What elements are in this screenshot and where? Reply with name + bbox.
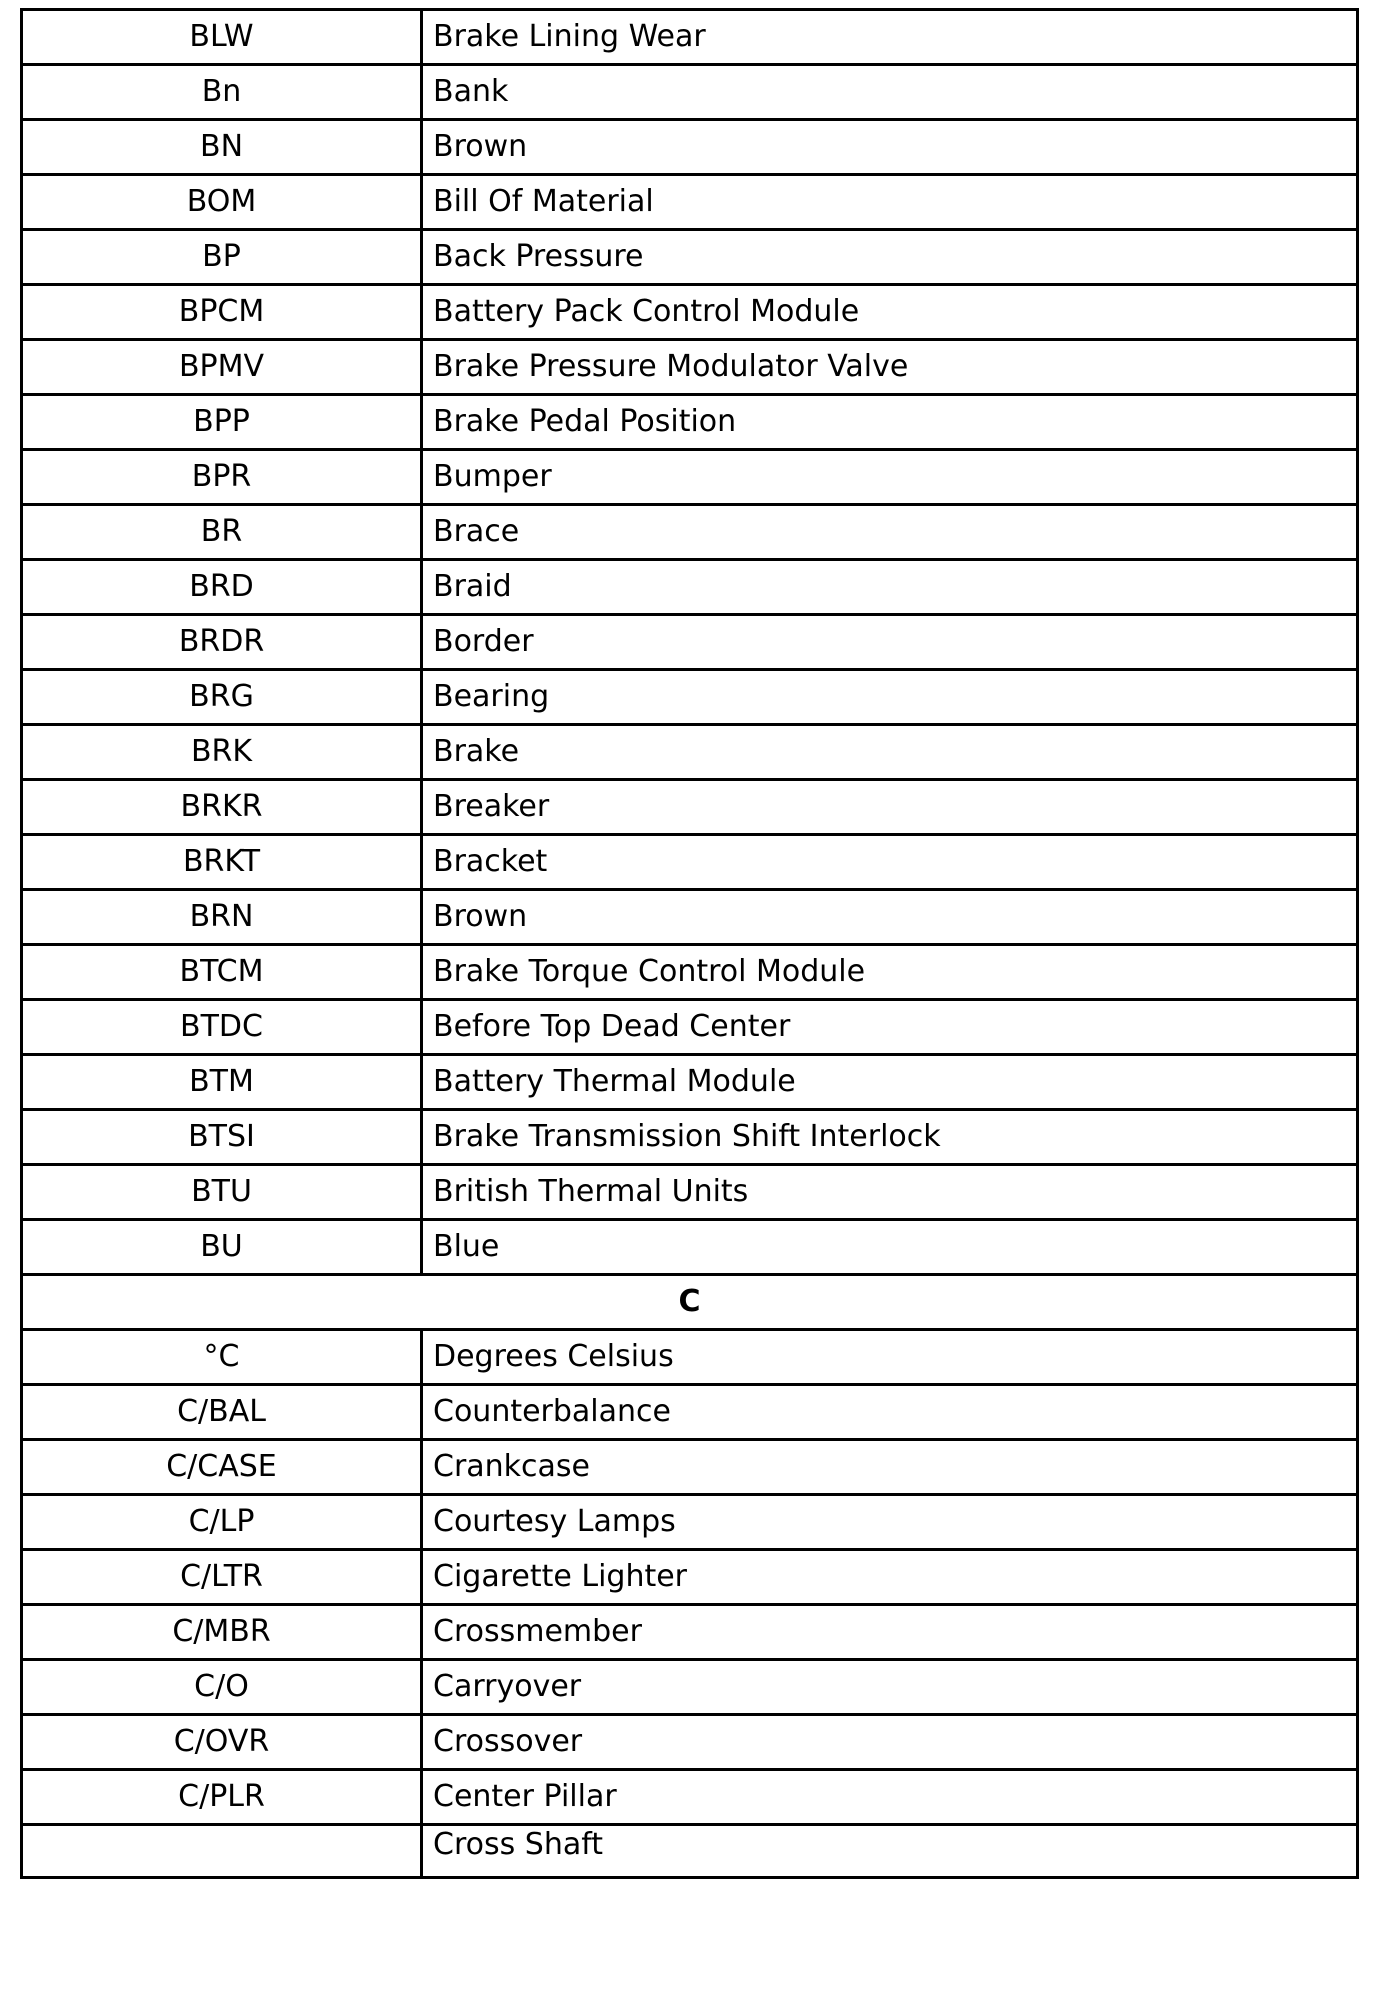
meaning-cell: Crankcase <box>422 1440 1358 1495</box>
table-row <box>22 175 1358 230</box>
abbreviation-cell: BPP <box>22 395 422 450</box>
meaning-cell: Center Pillar <box>422 1770 1358 1825</box>
abbreviation-cell: BRKT <box>22 835 422 890</box>
abbreviation-cell: BPR <box>22 450 422 505</box>
abbreviation-cell: BRDR <box>22 615 422 670</box>
table-row <box>22 65 1358 120</box>
abbreviation-cell: C/MBR <box>22 1605 422 1660</box>
meaning-cell: Bracket <box>422 835 1358 890</box>
meaning-cell: Brake Pedal Position <box>422 395 1358 450</box>
table-row <box>22 1825 1358 1878</box>
abbreviation-cell: C/PLR <box>22 1770 422 1825</box>
table-row <box>22 835 1358 890</box>
abbreviation-cell: BTU <box>22 1165 422 1220</box>
table-row <box>22 1110 1358 1165</box>
meaning-cell: Counterbalance <box>422 1385 1358 1440</box>
table-row <box>22 395 1358 450</box>
abbreviation-cell: BRKR <box>22 780 422 835</box>
table-row <box>22 1605 1358 1660</box>
table-row <box>22 1220 1358 1275</box>
abbreviation-cell: C/LP <box>22 1495 422 1550</box>
table-row <box>22 670 1358 725</box>
table-row <box>22 1330 1358 1385</box>
meaning-cell: Courtesy Lamps <box>422 1495 1358 1550</box>
table-row <box>22 1000 1358 1055</box>
meaning-cell: Degrees Celsius <box>422 1330 1358 1385</box>
table-row <box>22 615 1358 670</box>
abbreviation-cell: BLW <box>22 10 422 65</box>
table-row <box>22 505 1358 560</box>
meaning-cell: Brake Pressure Modulator Valve <box>422 340 1358 395</box>
abbreviation-cell: BTM <box>22 1055 422 1110</box>
table-row <box>22 1055 1358 1110</box>
meaning-cell: Brown <box>422 120 1358 175</box>
table-row <box>22 890 1358 945</box>
abbreviation-cell: BRN <box>22 890 422 945</box>
meaning-cell: Cross Shaft <box>422 1825 1358 1878</box>
meaning-cell: Blue <box>422 1220 1358 1275</box>
table-row <box>22 1440 1358 1495</box>
meaning-cell: Brown <box>422 890 1358 945</box>
abbreviation-cell: BTCM <box>22 945 422 1000</box>
meaning-cell: Breaker <box>422 780 1358 835</box>
section-header-row <box>22 1275 1358 1330</box>
meaning-cell: Braid <box>422 560 1358 615</box>
meaning-cell: Border <box>422 615 1358 670</box>
abbreviation-cell <box>22 1825 422 1878</box>
meaning-cell: Cigarette Lighter <box>422 1550 1358 1605</box>
abbreviation-cell: BTDC <box>22 1000 422 1055</box>
abbreviation-cell: C/OVR <box>22 1715 422 1770</box>
table-row <box>22 285 1358 340</box>
abbreviation-cell: C/LTR <box>22 1550 422 1605</box>
meaning-cell: Brake Lining Wear <box>422 10 1358 65</box>
table-row <box>22 450 1358 505</box>
table-row <box>22 560 1358 615</box>
meaning-cell: Crossover <box>422 1715 1358 1770</box>
abbreviation-cell: BPCM <box>22 285 422 340</box>
abbreviation-cell: BP <box>22 230 422 285</box>
abbreviation-cell: BR <box>22 505 422 560</box>
meaning-cell: British Thermal Units <box>422 1165 1358 1220</box>
abbreviation-cell: C/O <box>22 1660 422 1715</box>
meaning-cell: Brace <box>422 505 1358 560</box>
section-heading-c: C <box>22 1275 1358 1330</box>
meaning-cell: Bill Of Material <box>422 175 1358 230</box>
abbreviation-cell: BOM <box>22 175 422 230</box>
meaning-cell: Bumper <box>422 450 1358 505</box>
meaning-cell: Brake Torque Control Module <box>422 945 1358 1000</box>
meaning-cell: Bearing <box>422 670 1358 725</box>
meaning-cell: Brake Transmission Shift Interlock <box>422 1110 1358 1165</box>
meaning-cell: Brake <box>422 725 1358 780</box>
abbreviation-cell: BU <box>22 1220 422 1275</box>
table-row <box>22 945 1358 1000</box>
table-row <box>22 10 1358 65</box>
meaning-cell: Battery Pack Control Module <box>422 285 1358 340</box>
table-row <box>22 1660 1358 1715</box>
table-row <box>22 1715 1358 1770</box>
table-row <box>22 1770 1358 1825</box>
abbreviations-table <box>20 8 1359 1879</box>
abbreviation-cell: BRD <box>22 560 422 615</box>
table-row <box>22 1165 1358 1220</box>
meaning-cell: Battery Thermal Module <box>422 1055 1358 1110</box>
meaning-cell: Bank <box>422 65 1358 120</box>
meaning-cell: Crossmember <box>422 1605 1358 1660</box>
meaning-cell: Before Top Dead Center <box>422 1000 1358 1055</box>
abbreviation-cell: BN <box>22 120 422 175</box>
table-row <box>22 780 1358 835</box>
abbreviation-cell: BTSI <box>22 1110 422 1165</box>
table-row <box>22 725 1358 780</box>
abbreviation-cell: BRG <box>22 670 422 725</box>
table-row <box>22 1550 1358 1605</box>
table-row <box>22 340 1358 395</box>
abbreviation-cell: Bn <box>22 65 422 120</box>
meaning-cell: Carryover <box>422 1660 1358 1715</box>
abbreviation-cell: BPMV <box>22 340 422 395</box>
table-row <box>22 230 1358 285</box>
abbreviation-cell: BRK <box>22 725 422 780</box>
abbreviation-cell: °C <box>22 1330 422 1385</box>
abbreviation-cell: C/CASE <box>22 1440 422 1495</box>
table-row <box>22 120 1358 175</box>
table-row <box>22 1385 1358 1440</box>
abbreviation-cell: C/BAL <box>22 1385 422 1440</box>
meaning-cell: Back Pressure <box>422 230 1358 285</box>
table-row <box>22 1495 1358 1550</box>
